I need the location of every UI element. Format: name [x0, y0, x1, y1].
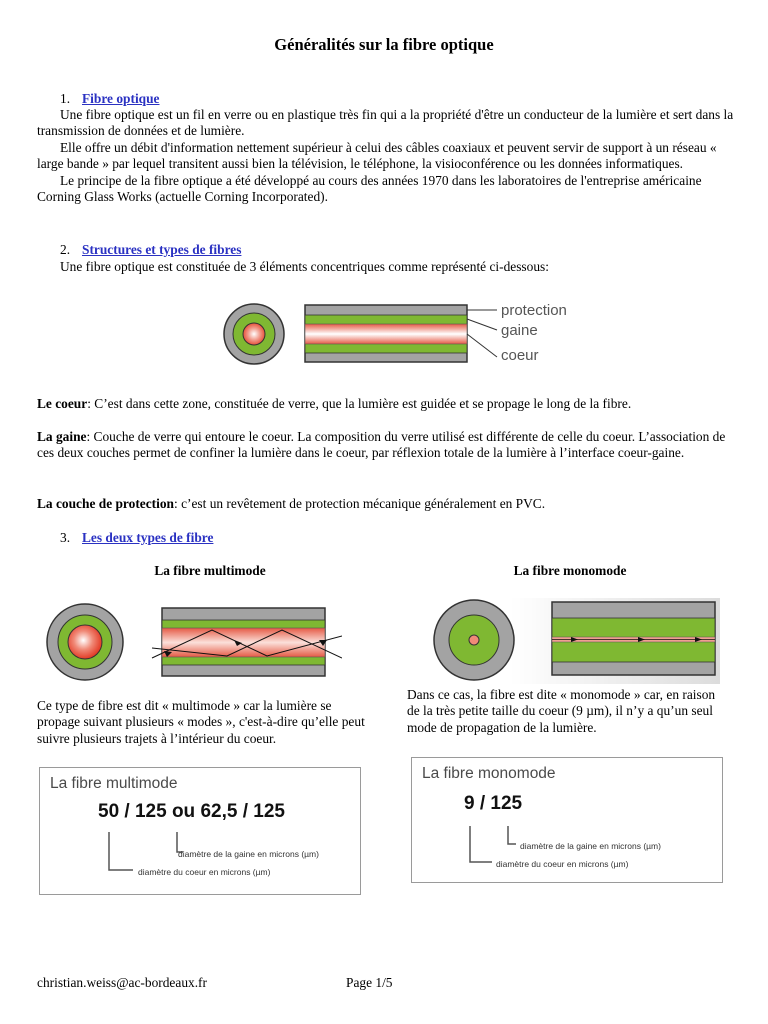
section-number: 1.: [60, 91, 71, 106]
gaine-leader-line: [508, 826, 516, 844]
coeur-definition: [37, 396, 735, 412]
section-1-link[interactable]: Fibre optique: [82, 91, 160, 106]
coeur-leader-line: [470, 826, 492, 862]
section-3-link[interactable]: Les deux types de fibre: [82, 530, 214, 545]
coeur-leader-line: [109, 832, 133, 870]
definition: : c’est un revêtement de protection mécanique généralement en PVC.: [174, 496, 546, 511]
section-2-heading: [60, 242, 241, 258]
gaine-caption: diamètre de la gaine en microns (µm): [178, 849, 319, 859]
footer-email: christian.weiss@ac-bordeaux.fr: [37, 975, 207, 990]
paragraph: Une fibre optique est un fil en verre ou en plastique très fin qui a la propriété d'être un conducteur de la lumière et sert dans la transmission de données et de lumière.: [37, 107, 734, 139]
paragraph: Le principe de la fibre optique a été développé au cours des années 1970 dans les laboratoires de l'entreprise américaine Corning Glass Works (actuelle Corning Incorporated).: [37, 172, 702, 205]
paragraph: Elle offre un débit d'information nettement supérieur à celui des câbles coaxiaux et peuvent servir de support à un réseau « large bande » par lequel transitent aussi bien la télévision, le téléphone, la visioconférence ou les données informatiques.: [37, 139, 717, 172]
monomode-title: La fibre monomode: [513, 563, 627, 578]
coeur-caption: diamètre du coeur en microns (µm): [496, 859, 629, 869]
definition: : C’est dans cette zone, constituée de verre, que la lumière est guidée et se propage le long de la fibre.: [87, 396, 632, 411]
box-title: La fibre multimode: [50, 775, 178, 792]
page-title: Généralités sur la fibre optique: [274, 35, 494, 54]
section-2-link[interactable]: Structures et types de fibres: [82, 242, 242, 257]
coeur-circle: [469, 635, 479, 645]
multimode-title: La fibre multimode: [154, 563, 266, 578]
multimode-description: Ce type de fibre est dit « multimode » car la lumière se propage suivant plusieurs « modes », c'est-à-dire qu’elle peut suivre plusieurs trajets à l’intérieur du coeur.: [37, 698, 365, 746]
monomode-diagram: [430, 598, 720, 684]
gaine-label: gaine: [501, 322, 538, 339]
section-number: 3.: [60, 530, 71, 545]
definition: : Couche de verre qui entoure le coeur. La composition du verre utilisé est différente de celle du coeur. L’association de ces deux couches permet de confiner la lumière dans le coeur, par réflexion totale de la lumière à l’interface coeur-gaine.: [37, 429, 726, 461]
footer-page-number: Page 1/5: [346, 975, 393, 990]
gaine-leader-line: [467, 319, 497, 330]
coeur-band: [162, 628, 325, 657]
box-title: La fibre monomode: [422, 765, 556, 782]
protection-definition: [37, 496, 735, 512]
section-2-intro: [37, 259, 735, 275]
term: La couche de protection: [37, 496, 174, 511]
multimode-notation-box: [39, 767, 361, 895]
fiber-structure-diagram: [215, 295, 575, 375]
coeur-circle: [243, 323, 265, 345]
monomode-notation-box: [411, 757, 723, 883]
gaine-caption: diamètre de la gaine en microns (µm): [520, 841, 661, 851]
section-3-heading: [60, 530, 213, 546]
paragraph: Une fibre optique est constituée de 3 éléments concentriques comme représenté ci-dessous:: [60, 259, 549, 274]
monomode-description: Dans ce cas, la fibre est dite « monomode » car, en raison de la très petite taille du coeur (9 µm), il n’y a qu’un seul mode de propagation de la lumière.: [407, 687, 716, 735]
term: Le coeur: [37, 396, 88, 411]
box-value: 9 / 125: [464, 793, 523, 814]
coeur-circle: [68, 625, 102, 659]
gaine-definition: [37, 429, 735, 462]
coeur-leader-line: [467, 334, 497, 357]
coeur-caption: diamètre du coeur en microns (µm): [138, 867, 271, 877]
term: La gaine: [37, 429, 87, 444]
protection-label: protection: [501, 302, 567, 319]
section-1-heading: [60, 91, 160, 107]
section-1-body: [37, 107, 735, 205]
section-number: 2.: [60, 242, 71, 257]
coeur-label: coeur: [501, 347, 539, 364]
coeur-band: [305, 324, 467, 344]
multimode-diagram: [42, 600, 342, 682]
box-value: 50 / 125 ou 62,5 / 125: [98, 801, 285, 822]
